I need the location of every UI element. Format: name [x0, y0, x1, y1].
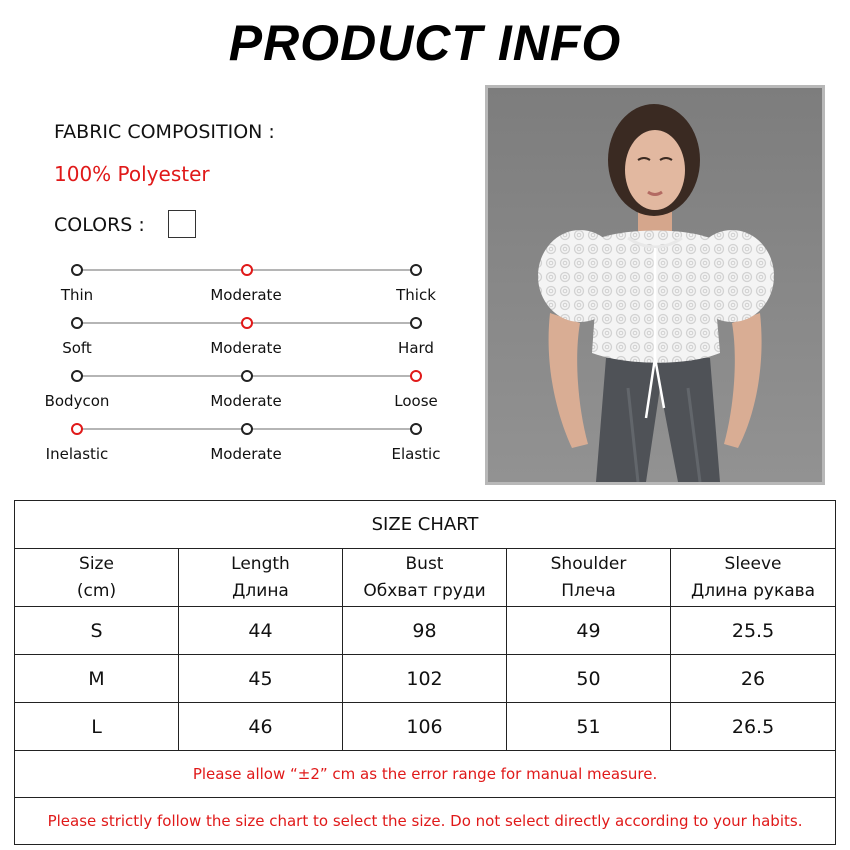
thickness-scale	[40, 261, 460, 311]
header-ru: Плеча	[561, 580, 616, 601]
size-chart-table	[14, 500, 836, 845]
table-cell: 25.5	[671, 607, 836, 655]
size-chart-title: SIZE CHART	[15, 501, 836, 549]
scale-dot-thick	[410, 264, 422, 276]
scale-dot-bodycon	[71, 370, 83, 382]
table-cell: 45	[179, 655, 343, 703]
column-header-sleeve	[671, 549, 836, 607]
table-cell: 50	[507, 655, 671, 703]
colors-label: COLORS :	[54, 214, 145, 236]
table-cell: L	[15, 703, 179, 751]
color-swatch-white[interactable]	[168, 210, 196, 238]
scale-label-moderate: Moderate	[210, 286, 282, 304]
scale-label-bodycon: Bodycon	[44, 392, 110, 410]
table-cell: 106	[343, 703, 507, 751]
header-en: Size	[79, 553, 114, 574]
scale-label-thick: Thick	[396, 286, 436, 304]
column-header-length	[179, 549, 343, 607]
table-cell: 26	[671, 655, 836, 703]
scale-label-elastic: Elastic	[391, 445, 441, 463]
table-cell: 49	[507, 607, 671, 655]
scale-dot-elastic	[410, 423, 422, 435]
table-cell: 51	[507, 703, 671, 751]
scale-dot-moderate	[241, 264, 253, 276]
scale-dot-inelastic	[71, 423, 83, 435]
table-cell: 26.5	[671, 703, 836, 751]
scale-dot-hard	[410, 317, 422, 329]
header-en: Bust	[405, 553, 444, 574]
size-selection-note: Please strictly follow the size chart to select the size. Do not select directly according to your habits.	[15, 798, 836, 845]
column-header-shoulder	[507, 549, 671, 607]
scale-dot-moderate	[241, 317, 253, 329]
header-ru: Длина	[232, 580, 289, 601]
scale-label-moderate: Moderate	[210, 445, 282, 463]
scale-dot-loose	[410, 370, 422, 382]
fabric-composition-label: FABRIC COMPOSITION :	[54, 121, 275, 143]
table-cell: 102	[343, 655, 507, 703]
scale-label-thin: Thin	[60, 286, 94, 304]
table-cell: M	[15, 655, 179, 703]
header-en: Sleeve	[724, 553, 782, 574]
header-en: Length	[231, 553, 290, 574]
table-cell: 44	[179, 607, 343, 655]
header-ru: (cm)	[76, 580, 117, 601]
table-row	[15, 655, 836, 703]
scale-dot-moderate	[241, 423, 253, 435]
softness-scale	[40, 314, 460, 364]
scale-label-inelastic: Inelastic	[45, 445, 109, 463]
table-cell: 46	[179, 703, 343, 751]
scale-dot-thin	[71, 264, 83, 276]
page-title: PRODUCT INFO	[228, 15, 622, 71]
measurement-error-note: Please allow “±2” cm as the error range for manual measure.	[15, 751, 836, 798]
table-row	[15, 703, 836, 751]
scale-dot-moderate	[241, 370, 253, 382]
header-en: Shoulder	[550, 553, 627, 574]
fit-scale	[40, 367, 460, 417]
column-header-bust	[343, 549, 507, 607]
fabric-composition-value: 100% Polyester	[54, 162, 210, 186]
scale-dot-soft	[71, 317, 83, 329]
scale-label-loose: Loose	[394, 392, 438, 410]
column-header-size	[15, 549, 179, 607]
elasticity-scale	[40, 420, 460, 470]
table-cell: S	[15, 607, 179, 655]
table-cell: 98	[343, 607, 507, 655]
scale-label-soft: Soft	[62, 339, 92, 357]
table-row	[15, 607, 836, 655]
header-ru: Длина рукава	[690, 580, 816, 601]
scale-label-moderate: Moderate	[210, 339, 282, 357]
scale-label-moderate: Moderate	[210, 392, 282, 410]
scale-label-hard: Hard	[398, 339, 434, 357]
model-illustration	[488, 88, 822, 482]
header-ru: Обхват груди	[363, 580, 486, 601]
product-photo	[485, 85, 825, 485]
